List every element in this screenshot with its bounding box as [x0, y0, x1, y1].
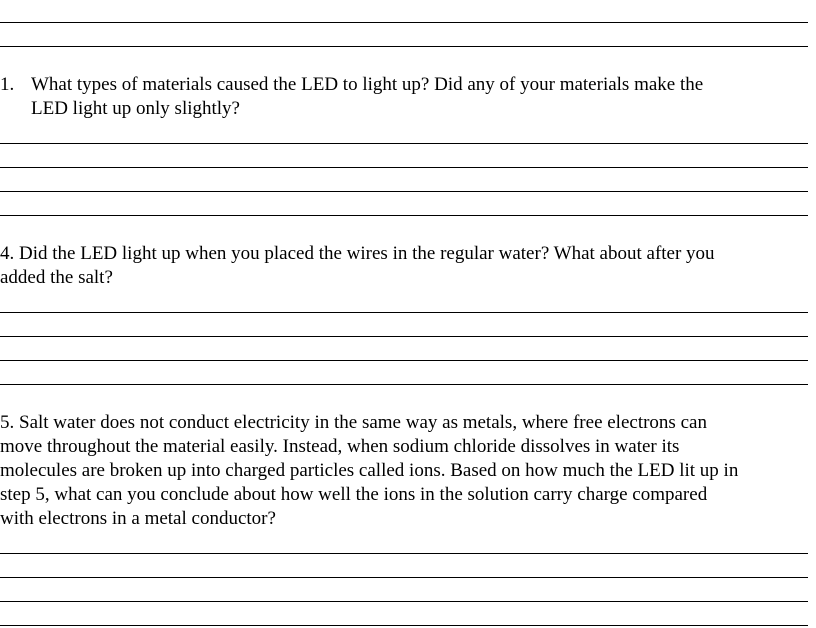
- question-4: 4. Did the LED light up when you placed the wires in the regular water? What about after you added the salt?: [0, 243, 715, 288]
- question-1: [0, 73, 808, 121]
- question-number: 1.: [0, 74, 15, 95]
- answer-line: [0, 46, 808, 47]
- answer-line: [0, 143, 808, 144]
- answer-line: [0, 312, 808, 313]
- answer-line: [0, 360, 808, 361]
- answer-line: [0, 625, 808, 626]
- answer-line: [0, 577, 808, 578]
- answer-line: [0, 601, 808, 602]
- answer-line: [0, 167, 808, 168]
- answer-line: [0, 215, 808, 216]
- answer-line: [0, 336, 808, 337]
- answer-line: [0, 384, 808, 385]
- answer-line: [0, 191, 808, 192]
- answer-line: [0, 22, 808, 23]
- question-text: What types of materials caused the LED to light up? Did any of your materials make the LED light up only slightly?: [31, 74, 704, 119]
- question-5: 5. Salt water does not conduct electricity in the same way as metals, where free electrons can move throughout the material easily. Instead, when sodium chloride dissolves in water its molecules are broken up into charged particles called ions. Based on how much the LED lit up in step 5, what can you conclude about how well the ions in the solution carry charge compared with electrons in a metal conductor?: [0, 412, 739, 529]
- answer-line: [0, 553, 808, 554]
